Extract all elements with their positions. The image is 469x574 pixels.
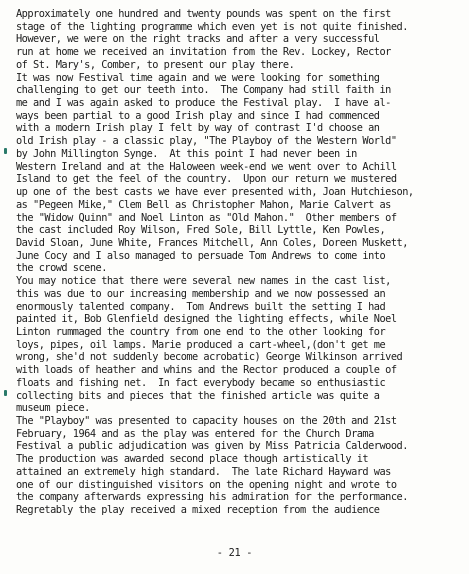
text-line: Approximately one hundred and twenty pounds was spent on the first	[16, 8, 391, 20]
text-line: stage of the lighting programme which even yet is not quite finished.	[16, 20, 408, 33]
text-line: However, we were on the right tracks and after a very successful	[16, 33, 380, 46]
text-line: with a modern Irish play I felt by way of contrast I'd choose an	[16, 122, 380, 135]
text-line: the cast included Roy Wilson, Fred Sole, Bill Lyttle, Ken Powles,	[16, 224, 386, 237]
text-line: enormously talented company. Tom Andrews built the setting I had	[16, 300, 386, 313]
text-line: painted it, Bob Glenfield designed the lighting effects, while Noel	[16, 313, 397, 326]
text-line: floats and fishing net. In fact everybody became so enthusiastic	[16, 376, 386, 389]
text-line: as "Pegeen Mike," Clem Bell as Christopher Mahon, Marie Calvert as	[16, 198, 391, 211]
text-line: You may notice that there were several new names in the cast list,	[16, 275, 391, 288]
text-line: me and I was again asked to produce the Festival play. I have al-	[16, 97, 391, 110]
text-line: challenging to get our teeth into. The Company had still faith in	[16, 84, 391, 97]
text-line: The "Playboy" was presented to capacity houses on the 20th and 21st	[16, 415, 397, 427]
text-line: The production was awarded second place though artistically it	[16, 453, 369, 466]
text-line: the crowd scene.	[16, 262, 107, 275]
text-line: the "Widow Quinn" and Noel Linton as "Old Mahon." Other members of	[16, 211, 397, 224]
text-line: one of our distinguished visitors on the opening night and wrote to	[16, 478, 397, 491]
text-line: February, 1964 and as the play was entered for the Church Drama	[16, 427, 374, 440]
text-line: wrong, she'd not suddenly become acrobatic) George Wilkinson arrived	[16, 351, 403, 364]
text-line: Island to get the feel of the country. Upon our return we mustered	[16, 173, 397, 186]
text-line: attained an extremely high standard. The late Richard Hayward was	[16, 465, 391, 478]
text-line: Western Ireland and at the Haloween week-end we went over to Achill	[16, 160, 397, 173]
text-line: of St. Mary's, Comber, to present our play there.	[16, 58, 295, 71]
margin-ink-mark	[4, 390, 7, 396]
text-line: the company afterwards expressing his admiration for the performance.	[16, 491, 408, 504]
text-line: collecting bits and pieces that the finished article was quite a	[16, 389, 380, 402]
text-line: Regretably the play received a mixed reception from the audience	[16, 504, 380, 517]
text-line: up one of the best casts we have ever presented with, Joan Hutchieson,	[16, 186, 414, 199]
page-number: - 21 -	[216, 547, 253, 559]
text-line: old Irish play - a classic play, "The Playboy of the Western World"	[16, 135, 397, 148]
text-line: Linton rummaged the country from one end to the other looking for	[16, 325, 386, 338]
text-line: It was now Festival time again and we were looking for something	[16, 71, 380, 84]
text-line: this was due to our increasing membership and we now possessed an	[16, 287, 386, 300]
margin-ink-mark	[4, 148, 7, 154]
text-line: Festival a public adjudication was given by Miss Patricia Calderwood.	[16, 440, 408, 453]
text-line: David Sloan, June White, Frances Mitchell, Ann Coles, Doreen Muskett,	[16, 236, 408, 249]
body-text	[16, 8, 461, 517]
text-line: run at home we received an invitation from the Rev. Lockey, Rector	[16, 46, 391, 59]
text-line: June Cocy and I also managed to persuade Tom Andrews to come into	[16, 249, 386, 262]
text-line: with loads of heather and whins and the Rector produced a couple of	[16, 364, 397, 377]
text-line: ways been partial to a good Irish play and since I had commenced	[16, 109, 380, 122]
text-line: by John Millington Synge. At this point I had never been in	[16, 147, 357, 160]
text-line: loys, pipes, oil lamps. Marie produced a cart-wheel,(don't get me	[16, 338, 386, 351]
text-line: museum piece.	[16, 402, 90, 415]
